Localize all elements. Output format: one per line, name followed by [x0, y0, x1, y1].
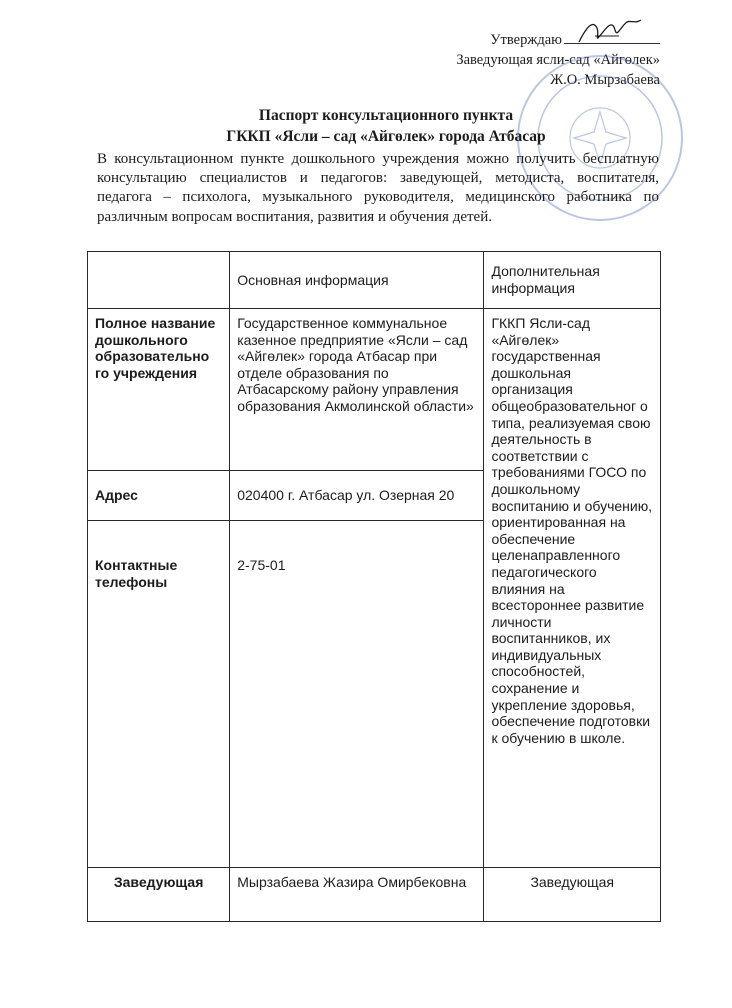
- value-phones: 2-75-01: [230, 521, 484, 868]
- table-row: [88, 868, 661, 922]
- value-head: Мырзабаева Жазира Омирбековна: [230, 868, 484, 922]
- header-additional-info: Дополнительная информация: [484, 252, 661, 309]
- passport-table: [87, 251, 661, 922]
- signature-icon: [575, 16, 645, 50]
- title-line-1: Паспорт консультационного пункта: [258, 107, 514, 124]
- approver-position: Заведующая ясли-сад «Айгөлек»: [456, 52, 660, 68]
- title-line-2: ГККП «Ясли – сад «Айгөлек» города Атбасар: [226, 128, 546, 145]
- label-address: Адрес: [88, 471, 230, 521]
- additional-info-text: ГККП Ясли-сад «Айгөлек» государственная дошкольная организация общеобразовательног о типа, реализуемая свою деятельность в соответствии с требованиями ГОСО по дошкольному воспитанию и обучению, ориентированная на обеспечение целенаправленного педагогического влияния на всестороннее развитие личности воспитанников, их индивидуальных способностей, сохранение и укрепление здоровья, обеспечение подготовки к обучению в школе.: [484, 309, 661, 868]
- header-cell-empty: [88, 252, 230, 309]
- intro-paragraph: В консультационном пункте дошкольного учреждения можно получить бесплатную консультацию специалистов и педагогов: заведующей, методиста, воспитателя, педагога – психолога, музыкального руководителя, медицинского работника по различным вопросам воспитания, развития и обучения детей.: [97, 151, 659, 225]
- extra-head: Заведующая: [484, 868, 661, 922]
- label-head: Заведующая: [88, 868, 230, 922]
- value-address: 020400 г. Атбасар ул. Озерная 20: [230, 471, 484, 521]
- value-full-name: Государственное коммунальное казенное предприятие «Ясли – сад «Айгөлек» города Атбасар при отделе образования по Атбасарскому району управления образования Акмолинской области»: [230, 309, 484, 471]
- label-full-name: Полное название дошкольного образовательно го учреждения: [88, 309, 230, 471]
- table-header-row: [88, 252, 661, 309]
- document-title: [0, 105, 732, 147]
- label-phones: Контактные телефоны: [88, 521, 230, 868]
- header-main-info: Основная информация: [230, 252, 484, 309]
- table-row: [88, 309, 661, 471]
- approved-label: Утверждаю: [490, 32, 562, 48]
- approver-name: Ж.О. Мырзабаева: [550, 72, 660, 88]
